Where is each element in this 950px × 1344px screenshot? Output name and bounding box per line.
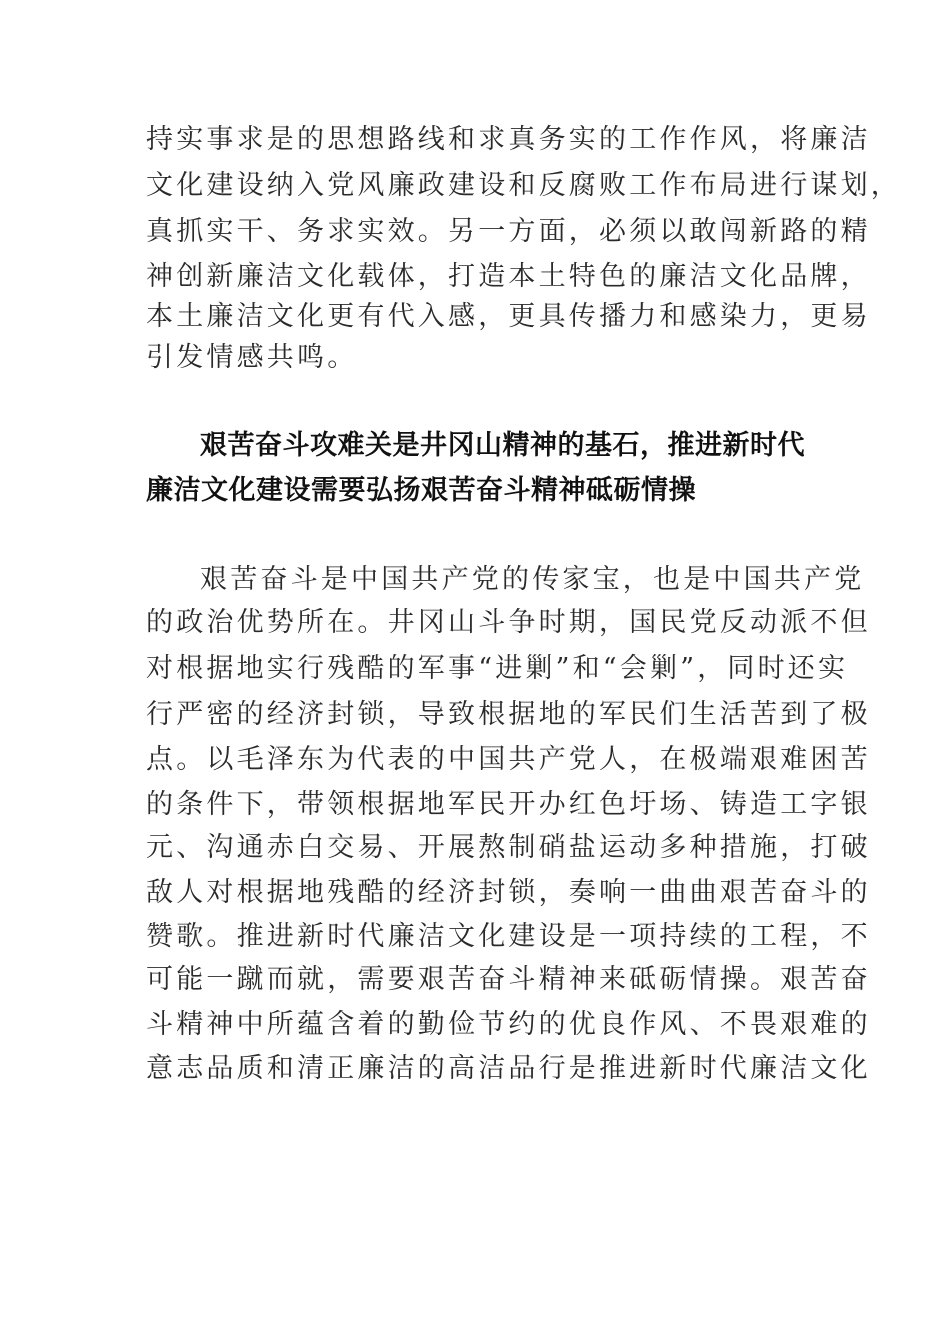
text-line: 引发情感共鸣。 — [146, 342, 358, 373]
text-line: 真抓实干、务求实效。另一方面，必须以敢闯新路的精 — [146, 216, 871, 247]
text-line: 的条件下，带领根据地军民开办红色圩场、铸造工字银 — [146, 789, 871, 820]
text-line: 赞歌。推进新时代廉洁文化建设是一项持续的工程，不 — [146, 921, 871, 952]
text-line: 元、沟通赤白交易、开展熬制硝盐运动多种措施，打破 — [146, 832, 871, 863]
heading-line: 艰苦奋斗攻难关是井冈山精神的基石，推进新时代 — [200, 430, 805, 461]
text-line: 行严密的经济封锁，导致根据地的军民们生活苦到了极 — [146, 699, 871, 730]
text-line: 对根据地实行残酷的军事“进剿”和“会剿”，同时还实 — [146, 653, 849, 684]
text-line: 文化建设纳入党风廉政建设和反腐败工作布局进行谋划， — [146, 170, 901, 201]
text-line: 神创新廉洁文化载体，打造本土特色的廉洁文化品牌， — [146, 261, 871, 292]
text-line: 本土廉洁文化更有代入感，更具传播力和感染力，更易 — [146, 301, 871, 332]
text-line: 意志品质和清正廉洁的高洁品行是推进新时代廉洁文化 — [146, 1053, 871, 1084]
text-line: 斗精神中所蕴含着的勤俭节约的优良作风、不畏艰难的 — [146, 1009, 871, 1040]
text-line: 点。以毛泽东为代表的中国共产党人，在极端艰难困苦 — [146, 744, 871, 775]
text-line: 可能一蹴而就，需要艰苦奋斗精神来砥砺情操。艰苦奋 — [146, 964, 871, 995]
heading-line: 廉洁文化建设需要弘扬艰苦奋斗精神砥砺情操 — [146, 475, 696, 506]
text-line: 敌人对根据地残酷的经济封锁，奏响一曲曲艰苦奋斗的 — [146, 877, 871, 908]
text-line: 持实事求是的思想路线和求真务实的工作作风，将廉洁 — [146, 124, 871, 155]
text-line: 艰苦奋斗是中国共产党的传家宝，也是中国共产党 — [200, 564, 865, 595]
text-line: 的政治优势所在。井冈山斗争时期，国民党反动派不但 — [146, 607, 871, 638]
